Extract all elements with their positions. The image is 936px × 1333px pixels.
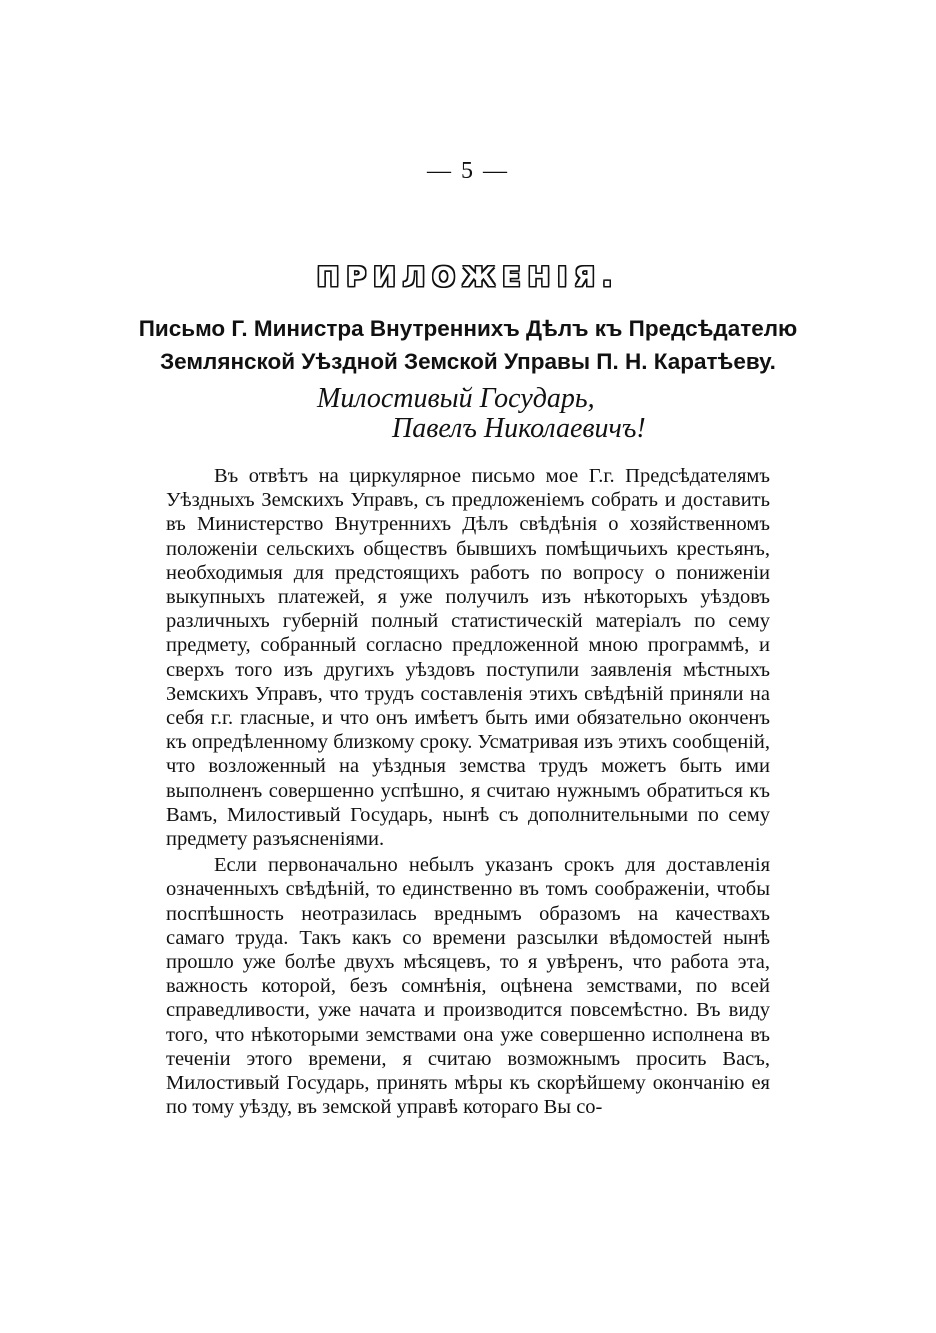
letter-heading: Письмо Г. Министра Внутреннихъ Дѣлъ къ Предсѣдателю Землянской Уѣздной Земской Управы П. Н. Каратѣеву. xyxy=(138,316,798,374)
section-title: ПРИЛОЖЕНІЯ. xyxy=(316,262,620,293)
letter-body xyxy=(166,464,770,1119)
paragraph-1: Въ отвѣтъ на циркулярное письмо мое Г.г. Предсѣдателямъ Уѣздныхъ Земскихъ Управъ, съ предложеніемъ собрать и доставить въ Министерство Внутреннихъ Дѣлъ свѣдѣнія о хозяйственномъ положеніи сельскихъ обществъ бывшихъ помѣщичьихъ крестьянъ, необходимыя для предстоящихъ работъ по вопросу о пониженіи выкупныхъ платежей, я уже получилъ изъ нѣкоторыхъ уѣздовъ различныхъ губерній полный статистическій матеріалъ по сему предмету, собранный согласно предложенной мною программѣ, и сверхъ того изъ другихъ уѣздовъ поступили заявленія мѣстныхъ Земскихъ Управъ, что трудъ составленія этихъ свѣдѣній приняли на себя г.г. гласные, и что онъ имѣетъ быть ими обязательно оконченъ къ опредѣленному близкому сроку. Усматривая изъ этихъ сообщеній, что возложенный на уѣздныя земства трудъ можетъ быть ими выполненъ совершенно успѣшно, я считаю нужнымъ обратиться къ Вамъ, Милостивый Государь, нынѣ съ дополнительными по сему предмету разъясненіями. xyxy=(166,465,770,851)
page-number: — 5 — xyxy=(427,158,509,184)
salutation-line-2: Павелъ Николаевичъ! xyxy=(392,413,646,444)
salutation-line-1: Милостивый Государь, xyxy=(317,383,595,414)
paragraph-2: Если первоначально небылъ указанъ срокъ для доставленія означенныхъ свѣдѣній, то единственно въ томъ соображеніи, чтобы поспѣшность неотразилась вреднымъ образомъ на качествахъ самаго труда. Такъ какъ со времени разсылки вѣдомостей нынѣ прошло уже болѣе двухъ мѣсяцевъ, то я увѣренъ, что работа эта, важность которой, безъ сомнѣнія, оцѣнена земствами, по всей справедливости, уже начата и производится повсемѣстно. Въ виду того, что нѣкоторыми земствами она уже совершенно исполнена въ теченіи этого времени, я считаю возможнымъ просить Васъ, Милостивый Государь, принять мѣры къ скорѣйшему окончанію ея по тому уѣзду, въ земской управѣ котораго Вы со- xyxy=(166,854,770,1119)
